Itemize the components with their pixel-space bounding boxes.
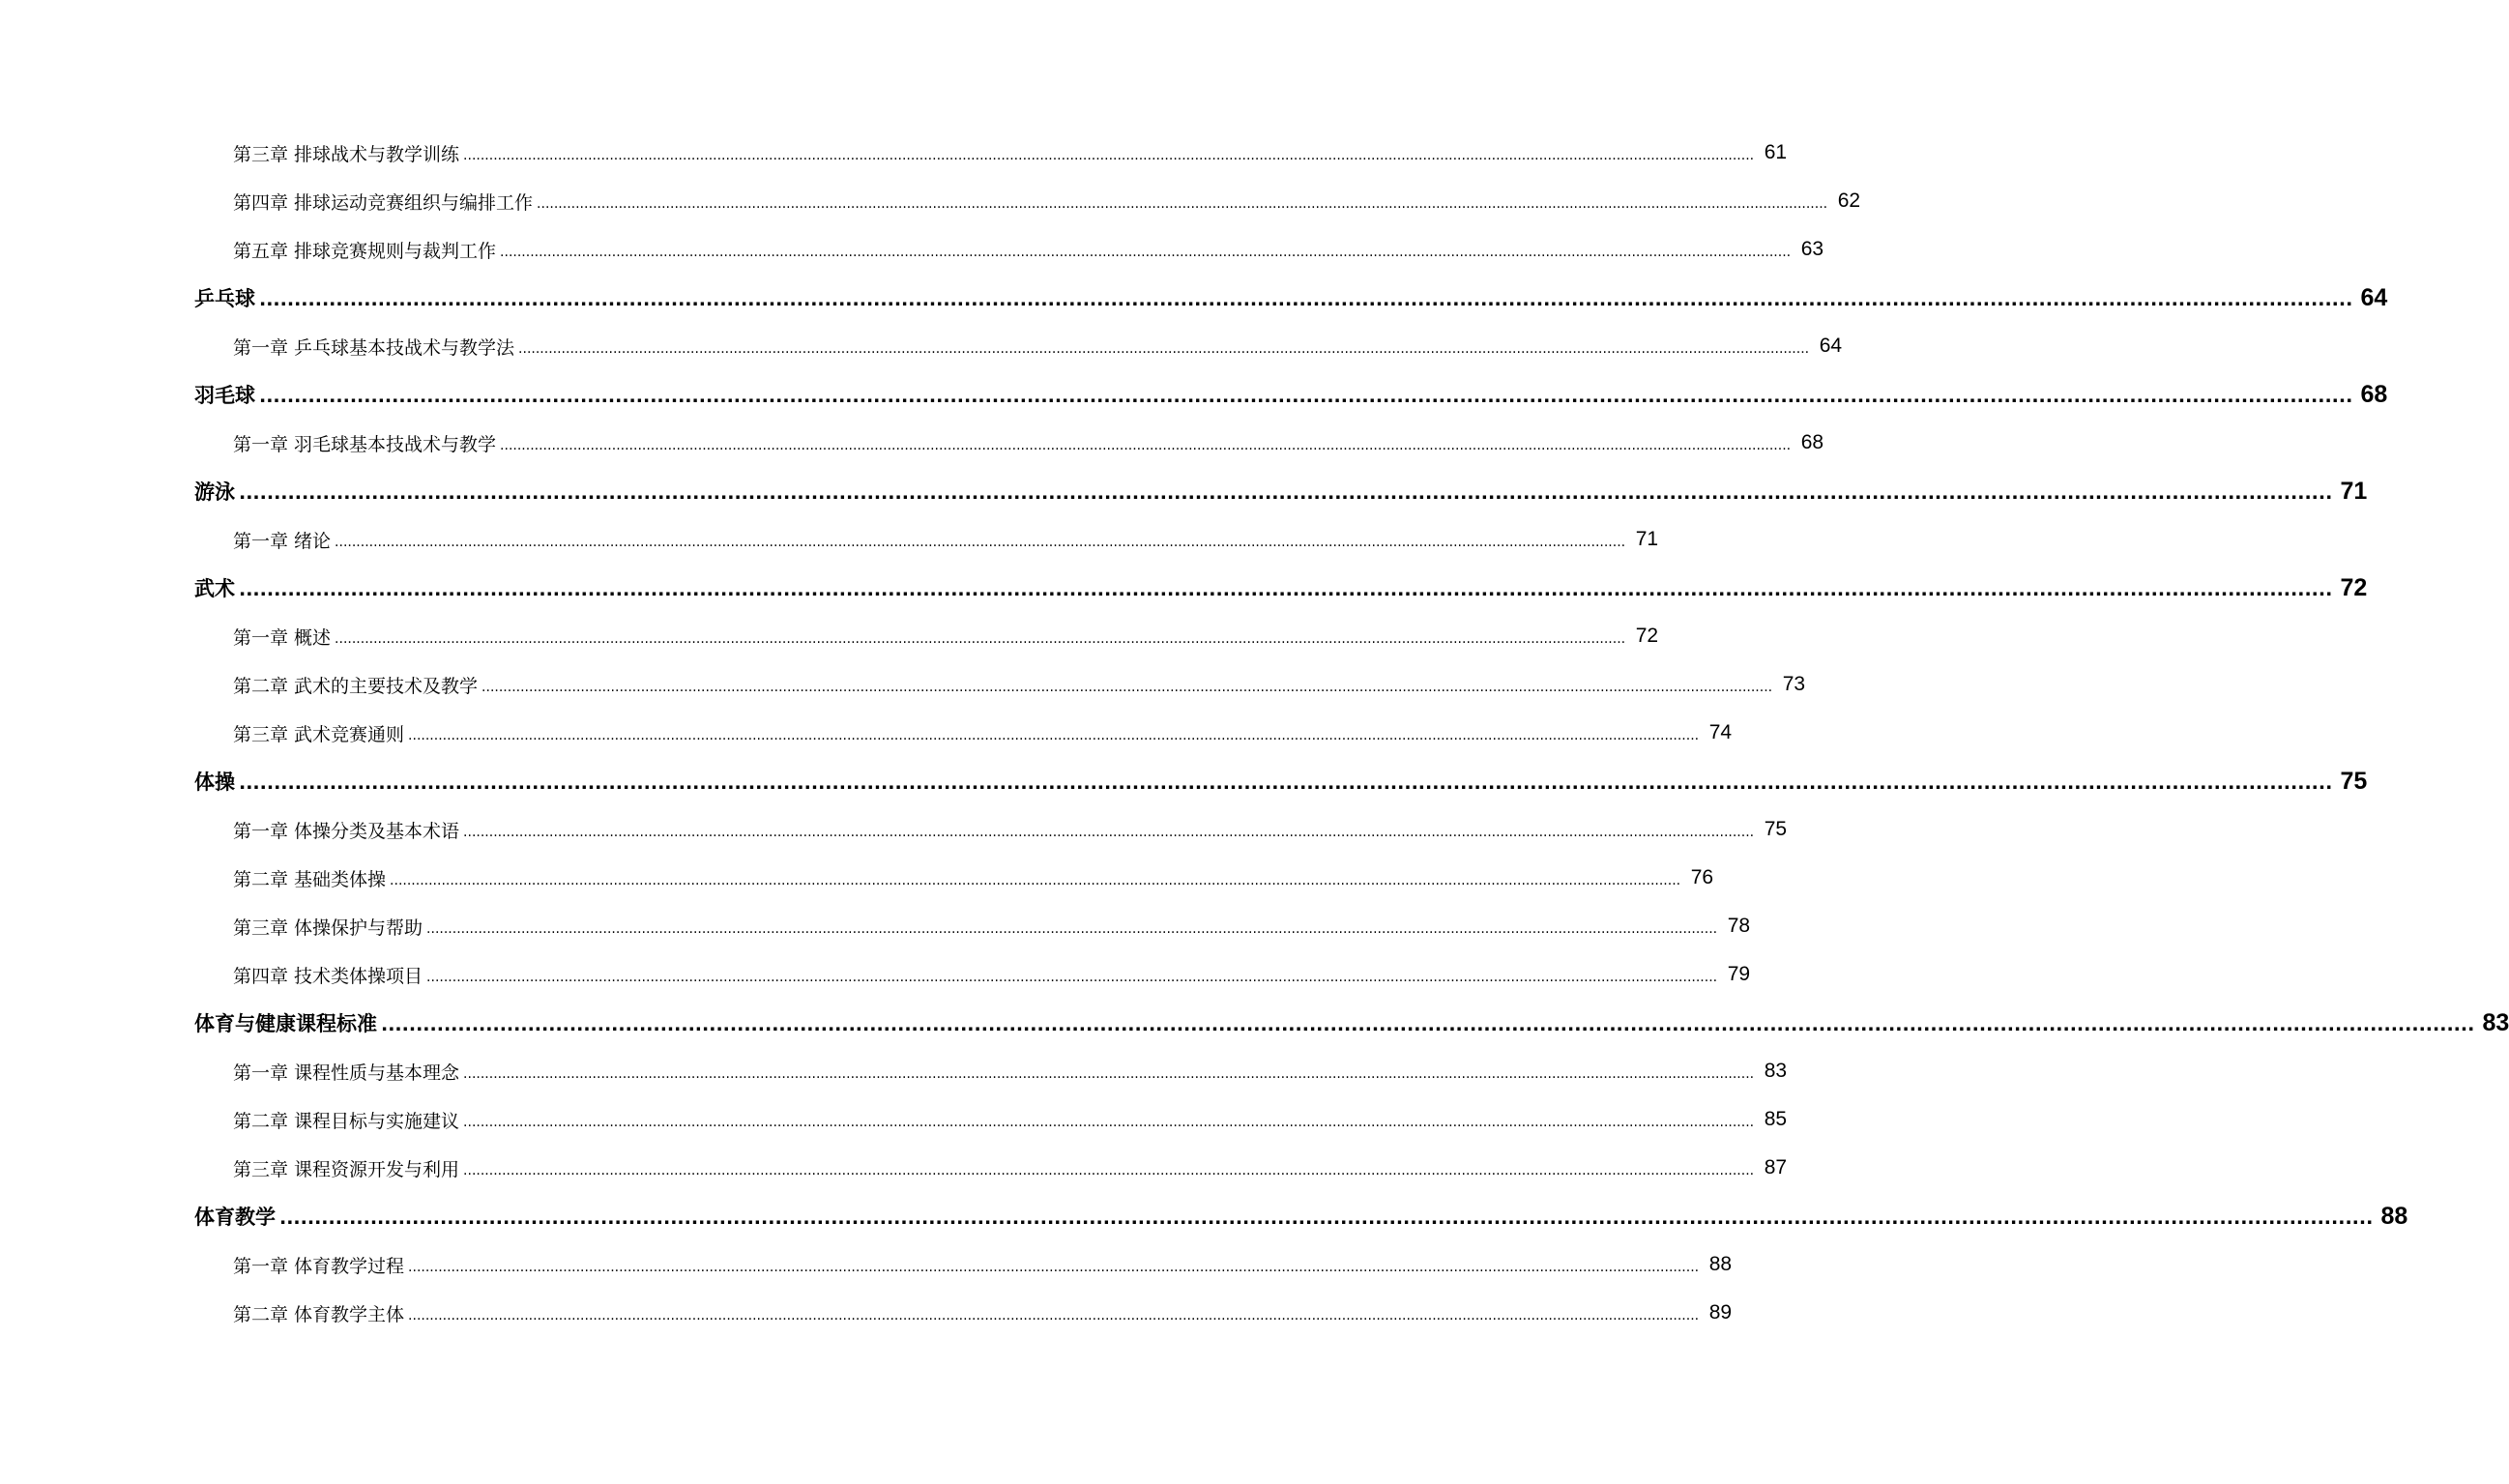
toc-section-entry[interactable] [0,1192,2408,1240]
toc-chapter-entry[interactable] [0,1047,1788,1095]
toc-entry-title: 第一章 体育教学过程 [233,1255,405,1277]
toc-entry-title: 体操 [194,771,235,794]
toc-entry-title: 第三章 排球战术与教学训练 [233,143,460,165]
toc-entry-page-number: 61 [1764,141,1788,163]
dot-leader: ............................................................................................................................................................................................................................................................................................................ [279,1207,2374,1229]
toc-entry-page-number: 71 [1635,528,1659,550]
toc-entry-title: 乒乓球 [194,287,255,310]
toc-chapter-entry[interactable] [0,660,1806,709]
toc-entry-title: 第二章 基础类体操 [233,868,387,890]
toc-entry-title: 第二章 武术的主要技术及教学 [233,675,479,697]
toc-entry-page-number: 64 [2360,283,2388,311]
toc-entry-title: 第一章 概述 [233,626,332,649]
dot-leader: ............................................................................................................................................................................................................................................................................................................ [390,872,1681,888]
toc-chapter-entry[interactable] [0,805,1788,854]
toc-entry-title: 第五章 排球竞赛规则与裁判工作 [233,240,497,262]
dot-leader: ............................................................................................................................................................................................................................................................................................................ [239,578,2333,600]
dot-leader: ............................................................................................................................................................................................................................................................................................................ [463,824,1755,840]
dot-leader: ............................................................................................................................................................................................................................................................................................................ [481,679,1773,695]
dot-leader: ............................................................................................................................................................................................................................................................................................................ [463,1162,1755,1178]
toc-entry-title: 体育教学 [194,1206,276,1229]
toc-section-entry[interactable] [0,999,2509,1047]
toc-section-entry[interactable] [0,757,2368,805]
toc-entry-title: 游泳 [194,480,235,504]
dot-leader: ............................................................................................................................................................................................................................................................................................................ [335,630,1626,647]
toc-chapter-entry[interactable] [0,612,1659,660]
toc-chapter-entry[interactable] [0,709,1733,757]
dot-leader: ............................................................................................................................................................................................................................................................................................................ [518,340,1810,357]
toc-entry-title: 第一章 羽毛球基本技战术与教学 [233,433,497,455]
toc-section-entry[interactable] [0,274,2388,322]
toc-entry-page-number: 72 [2340,573,2368,601]
toc-chapter-entry[interactable] [0,515,1659,564]
toc-chapter-entry[interactable] [0,177,1861,225]
toc-entry-page-number: 75 [2340,767,2368,795]
toc-entry-page-number: 68 [2360,380,2388,408]
toc-entry-title: 第四章 排球运动竞赛组织与编排工作 [233,191,534,214]
toc-section-entry[interactable] [0,467,2368,515]
dot-leader: ............................................................................................................................................................................................................................................................................................................ [463,1065,1755,1082]
toc-section-entry[interactable] [0,370,2388,419]
dot-leader: ............................................................................................................................................................................................................................................................................................................ [500,437,1792,453]
toc-entry-page-number: 76 [1690,866,1714,888]
dot-leader: ............................................................................................................................................................................................................................................................................................................ [239,771,2333,794]
toc-chapter-entry[interactable] [0,419,1824,467]
toc-entry-page-number: 72 [1635,625,1659,647]
toc-chapter-entry[interactable] [0,902,1751,950]
toc-chapter-entry[interactable] [0,129,1788,177]
toc-entry-title: 第三章 体操保护与帮助 [233,917,423,939]
toc-entry-title: 第二章 课程目标与实施建议 [233,1110,460,1132]
toc-entry-page-number: 88 [1708,1253,1733,1275]
toc-chapter-entry[interactable] [0,322,1843,370]
toc-entry-page-number: 68 [1800,431,1824,453]
dot-leader: ............................................................................................................................................................................................................................................................................................................ [408,727,1700,743]
dot-leader: ............................................................................................................................................................................................................................................................................................................ [259,385,2353,407]
toc-chapter-entry[interactable] [0,854,1714,902]
toc-entry-title: 第一章 绪论 [233,530,332,552]
toc-entry-page-number: 63 [1800,238,1824,260]
toc-entry-title: 武术 [194,577,235,600]
toc-chapter-entry[interactable] [0,1144,1788,1192]
dot-leader: ............................................................................................................................................................................................................................................................................................................ [463,1114,1755,1130]
toc-entry-title: 第一章 乒乓球基本技战术与教学法 [233,336,515,359]
toc-entry-page-number: 71 [2340,477,2368,505]
dot-leader: ............................................................................................................................................................................................................................................................................................................ [426,969,1718,985]
dot-leader: ............................................................................................................................................................................................................................................................................................................ [537,195,1828,212]
toc-section-entry[interactable] [0,564,2368,612]
toc-entry-page-number: 83 [2482,1008,2509,1036]
dot-leader: ............................................................................................................................................................................................................................................................................................................ [239,481,2333,504]
toc-entry-page-number: 78 [1727,915,1751,937]
toc-entry-page-number: 73 [1782,673,1806,695]
toc-entry-title: 体育与健康课程标准 [194,1012,377,1035]
toc-entry-title: 羽毛球 [194,384,255,407]
toc-entry-page-number: 74 [1708,721,1733,743]
toc-chapter-entry[interactable] [0,1095,1788,1144]
toc-entry-page-number: 89 [1708,1301,1733,1324]
toc-entry-title: 第一章 体操分类及基本术语 [233,820,460,842]
toc-entry-page-number: 75 [1764,818,1788,840]
toc-chapter-entry[interactable] [0,1240,1733,1289]
toc-chapter-entry[interactable] [0,225,1824,274]
toc-entry-page-number: 87 [1764,1156,1788,1178]
dot-leader: ............................................................................................................................................................................................................................................................................................................ [408,1259,1700,1275]
toc-entry-page-number: 79 [1727,963,1751,985]
dot-leader: ............................................................................................................................................................................................................................................................................................................ [259,288,2353,310]
toc-entry-title: 第四章 技术类体操项目 [233,965,423,987]
toc-entry-page-number: 64 [1819,335,1843,357]
toc-entry-page-number: 85 [1764,1108,1788,1130]
toc-entry-page-number: 83 [1764,1060,1788,1082]
dot-leader: ............................................................................................................................................................................................................................................................................................................ [463,147,1755,163]
table-of-contents [0,129,2509,1337]
toc-entry-title: 第二章 体育教学主体 [233,1303,405,1325]
dot-leader: ............................................................................................................................................................................................................................................................................................................ [408,1307,1700,1324]
toc-entry-title: 第三章 武术竞赛通则 [233,723,405,745]
dot-leader: ............................................................................................................................................................................................................................................................................................................ [426,920,1718,937]
dot-leader: ............................................................................................................................................................................................................................................................................................................ [500,244,1792,260]
toc-entry-page-number: 62 [1837,189,1861,212]
toc-chapter-entry[interactable] [0,950,1751,999]
dot-leader: ............................................................................................................................................................................................................................................................................................................ [335,534,1626,550]
dot-leader: ............................................................................................................................................................................................................................................................................................................ [381,1013,2475,1035]
toc-entry-page-number: 88 [2380,1202,2408,1230]
toc-chapter-entry[interactable] [0,1289,1733,1337]
toc-entry-title: 第一章 课程性质与基本理念 [233,1062,460,1084]
toc-entry-title: 第三章 课程资源开发与利用 [233,1158,460,1180]
